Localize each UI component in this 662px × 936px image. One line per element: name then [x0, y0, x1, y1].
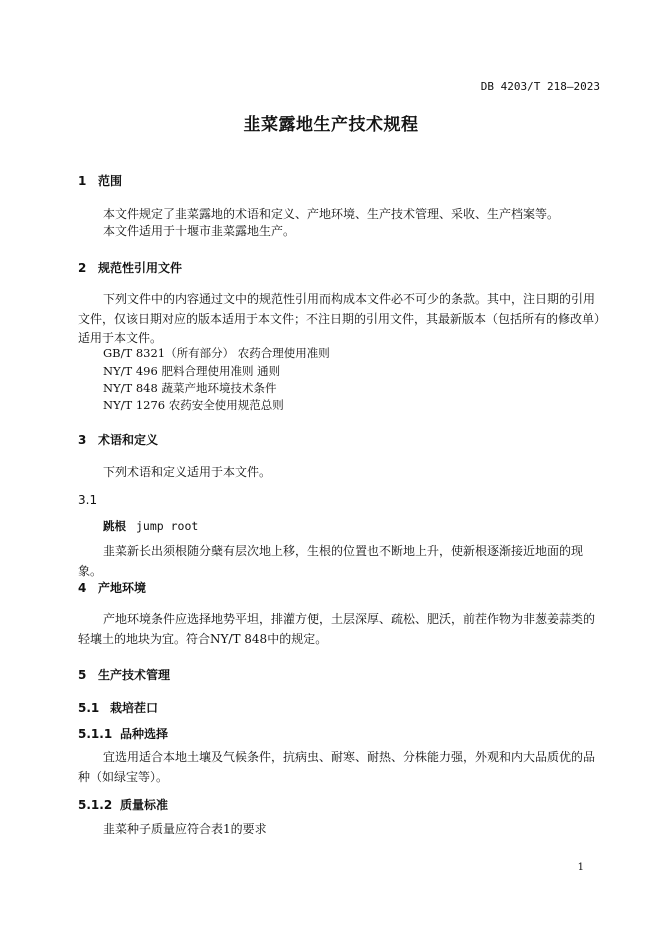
reference-item: GB/T 8321（所有部分） 农药合理使用准则 [103, 346, 330, 360]
section-5-1-1-heading [78, 725, 168, 742]
reference-item: NY/T 848 蔬菜产地环境技术条件 [103, 381, 277, 395]
paragraph: 下列术语和定义适用于本文件。 [103, 465, 272, 479]
section-title: 规范性引用文件 [98, 261, 183, 275]
reference-item: NY/T 496 肥料合理使用准则 通则 [103, 364, 281, 378]
section-4-heading [78, 579, 146, 596]
section-5-1-2-heading [78, 796, 168, 813]
section-title: 产地环境 [98, 581, 147, 595]
page-number: 1 [577, 862, 584, 873]
section-5-1-heading [78, 699, 158, 716]
reference-item: NY/T 1276 农药安全使用规范总则 [103, 398, 284, 412]
subsection-number: 3.1 [78, 493, 98, 507]
section-title: 栽培茬口 [110, 701, 159, 715]
term-entry [103, 518, 198, 534]
paragraph: 下列文件中的内容通过文中的规范性引用而构成本文件必不可少的条款。其中，注日期的引用文件，仅该日期对应的版本适用于本文件；不注日期的引用文件，其最新版本（包括所有的修改单）适用于本文件。 [78, 292, 601, 345]
section-2-heading [78, 259, 182, 276]
section-5-heading [78, 666, 170, 683]
document-code: DB 4203/T 218—2023 [480, 80, 600, 93]
section-3-heading [78, 431, 158, 448]
term-definition: 韭菜新长出须根随分蘖有层次地上移，生根的位置也不断地上升，使新根逐渐接近地面的现象。 [78, 544, 584, 578]
section-title: 生产技术管理 [98, 668, 171, 682]
section-title: 质量标准 [120, 798, 169, 812]
page-title: 韭菜露地生产技术规程 [243, 115, 419, 135]
paragraph: 本文件适用于十堰市韭菜露地生产。 [103, 224, 296, 238]
section-1-heading [78, 172, 122, 189]
section-title: 术语和定义 [98, 433, 159, 447]
paragraph: 韭菜种子质量应符合表1的要求 [103, 822, 267, 836]
section-number: 5.1.1 [78, 727, 113, 741]
section-number: 5.1 [78, 701, 100, 715]
section-number: 4 [78, 581, 87, 595]
section-number: 3 [78, 433, 87, 447]
paragraph: 本文件规定了韭菜露地的术语和定义、产地环境、生产技术管理、采收、生产档案等。 [103, 207, 560, 221]
section-number: 5.1.2 [78, 798, 113, 812]
section-title: 品种选择 [120, 727, 169, 741]
paragraph: 宜选用适合本地土壤及气候条件，抗病虫、耐寒、耐热、分株能力强，外观和内大品质优的品种（如绿宝等）。 [78, 750, 596, 784]
paragraph: 产地环境条件应选择地势平坦，排灌方便，土层深厚、疏松、肥沃，前茬作物为非葱姜蒜类的轻壤土的地块为宜。符合NY/T 848中的规定。 [78, 612, 596, 646]
section-number: 2 [78, 261, 87, 275]
section-number: 1 [78, 174, 87, 188]
section-number: 5 [78, 668, 87, 682]
term-chinese: 跳根 [103, 519, 126, 533]
term-english: jump root [136, 519, 199, 533]
section-title: 范围 [98, 174, 123, 188]
